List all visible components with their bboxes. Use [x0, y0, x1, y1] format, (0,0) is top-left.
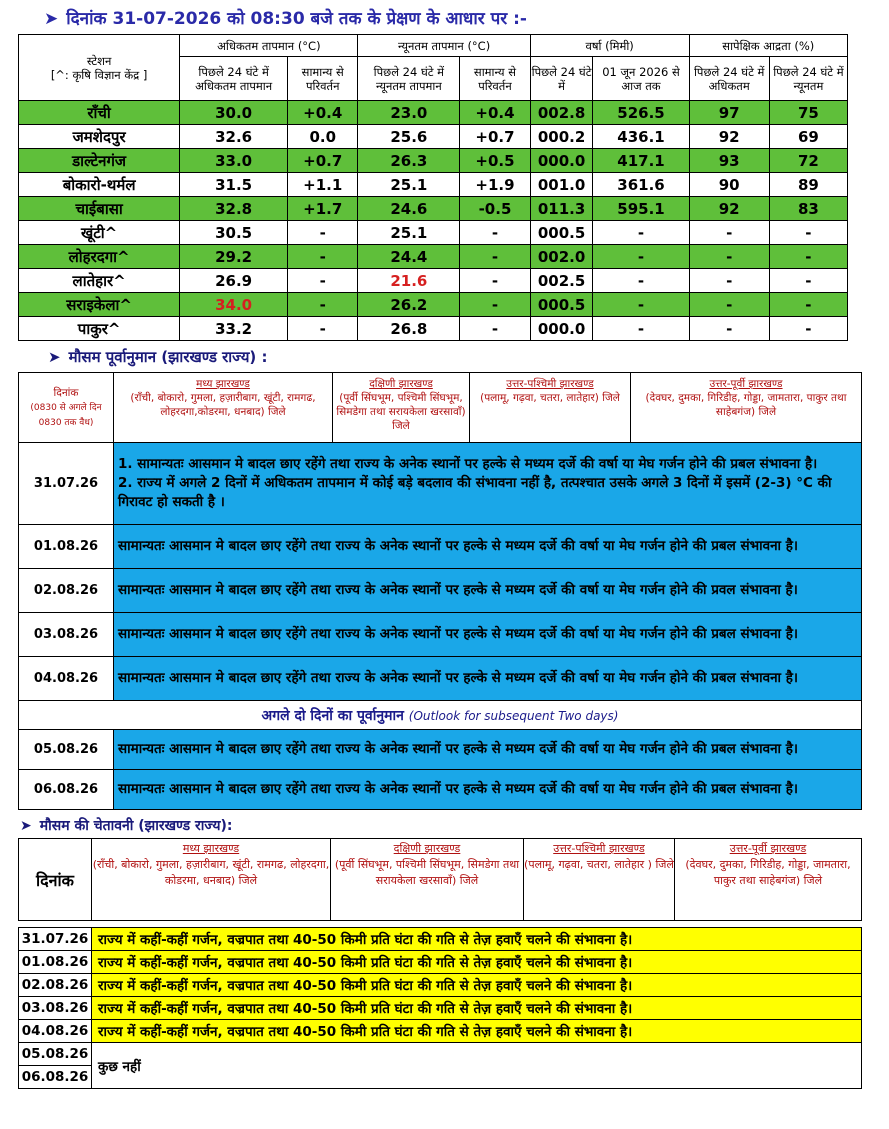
south-region-header: दक्षिणी झारखण्ड (पूर्वी सिंघभूम, पश्चिमी सिंघभूम, सिमडेगा तथा सरायकेला खरसावाँ) जिले — [331, 839, 524, 921]
sub-header: पिछले 24 घंटे में न्यूनतम — [769, 57, 847, 101]
data-cell: - — [460, 269, 530, 293]
data-cell: 75 — [769, 101, 847, 125]
sub-header: पिछले 24 घंटे में अधिकतम — [689, 57, 769, 101]
data-cell: +0.7 — [460, 125, 530, 149]
warning-date: 06.08.26 — [19, 1066, 92, 1089]
data-cell: 30.0 — [180, 101, 288, 125]
data-cell: 23.0 — [358, 101, 460, 125]
forecast-row — [19, 569, 862, 613]
data-cell: 361.6 — [593, 173, 689, 197]
sub-header: 01 जून 2026 से आज तक — [593, 57, 689, 101]
forecast-title: ➤ मौसम पूर्वानुमान (झारखण्ड राज्य) : — [48, 348, 268, 366]
sub-header: पिछले 24 घंटे में न्यूनतम तापमान — [358, 57, 460, 101]
table-row — [19, 101, 848, 125]
forecast-text: सामान्यतः आसमान मे बादल छाए रहेंगे तथा राज्य के अनेक स्थानों पर हल्के से मध्यम दर्जे की वर्षा या मेघ गर्जन होने की प्रबल संभावना है। — [114, 525, 862, 569]
station-cell: जमशेदपुर — [19, 125, 180, 149]
forecast-row — [19, 770, 862, 810]
outlook-row — [19, 701, 862, 730]
forecast-date: 04.08.26 — [19, 657, 114, 701]
data-cell: 93 — [689, 149, 769, 173]
table-row — [19, 317, 848, 341]
station-cell: राँची — [19, 101, 180, 125]
table-row — [19, 197, 848, 221]
northwest-region-header: उत्तर-पश्चिमी झारखण्ड (पलामू, गढ़वा, चतरा, लातेहार ) जिले — [524, 839, 675, 921]
forecast-line: 1. सामान्यतः आसमान मे बादल छाए रहेंगे तथा राज्य के अनेक स्थानों पर हल्के से मध्यम दर्जे की वर्षा या मेघ गर्जन होने की प्रबल संभावना है। — [118, 456, 818, 472]
data-cell: 32.6 — [180, 125, 288, 149]
data-cell: - — [769, 293, 847, 317]
data-cell: - — [689, 245, 769, 269]
max-temp-header: अधिकतम तापमान (°C) — [180, 35, 358, 57]
data-cell: 24.4 — [358, 245, 460, 269]
data-cell: 89 — [769, 173, 847, 197]
forecast-text: सामान्यतः आसमान मे बादल छाए रहेंगे तथा राज्य के अनेक स्थानों पर हल्के से मध्यम दर्जे की वर्षा या मेघ गर्जन होने की प्रबल संभावना है। — [114, 770, 862, 810]
data-cell: -0.5 — [460, 197, 530, 221]
data-cell: +1.9 — [460, 173, 530, 197]
data-cell: - — [593, 317, 689, 341]
data-cell: 31.5 — [180, 173, 288, 197]
forecast-text — [114, 443, 862, 525]
data-cell: 97 — [689, 101, 769, 125]
data-cell: +0.4 — [288, 101, 358, 125]
data-cell: 90 — [689, 173, 769, 197]
data-cell: 25.1 — [358, 173, 460, 197]
data-cell: 001.0 — [530, 173, 593, 197]
warning-title: ➤ मौसम की चेतावनी (झारखण्ड राज्य): — [20, 818, 233, 834]
forecast-row — [19, 525, 862, 569]
south-region-header: दक्षिणी झारखण्ड (पूर्वी सिंघभूम, पश्चिमी सिंघभूम, सिमडेगा तथा सरायकेला खरसावाँ) जिले — [333, 373, 470, 443]
forecast-text: सामान्यतः आसमान मे बादल छाए रहेंगे तथा राज्य के अनेक स्थानों पर हल्के से मध्यम दर्जे की वर्षा या मेघ गर्जन होने की प्रबल संभावना है। — [114, 613, 862, 657]
station-cell: खूंटी^ — [19, 221, 180, 245]
station-cell: डाल्टेनगंज — [19, 149, 180, 173]
data-cell: - — [769, 221, 847, 245]
warning-date: 03.08.26 — [19, 997, 92, 1020]
forecast-text: सामान्यतः आसमान मे बादल छाए रहेंगे तथा राज्य के अनेक स्थानों पर हल्के से मध्यम दर्जे की वर्षा या मेघ गर्जन होने की प्रवल संभावना है। — [114, 569, 862, 613]
data-cell: 011.3 — [530, 197, 593, 221]
data-cell: - — [689, 293, 769, 317]
table-row — [19, 269, 848, 293]
data-cell: 0.0 — [288, 125, 358, 149]
table-row — [19, 125, 848, 149]
data-cell: 000.2 — [530, 125, 593, 149]
rain-header: वर्षा (मिमी) — [530, 35, 689, 57]
warning-date-header: दिनांक — [19, 839, 92, 921]
observation-table — [18, 34, 848, 341]
data-cell: 002.8 — [530, 101, 593, 125]
data-cell: +0.4 — [460, 101, 530, 125]
data-cell: 72 — [769, 149, 847, 173]
data-cell: 000.0 — [530, 317, 593, 341]
spacer — [19, 921, 862, 928]
min-temp-header: न्यूनतम तापमान (°C) — [358, 35, 530, 57]
data-cell: +1.1 — [288, 173, 358, 197]
warning-text: राज्य में कहीं-कहीं गर्जन, वज्रपात तथा 40-50 किमी प्रति घंटा की गति से तेज़ हवाएँ चलने की संभावना है। — [92, 997, 862, 1020]
station-cell: लातेहार^ — [19, 269, 180, 293]
forecast-date-header: दिनांक (0830 से अगले दिन 0830 तक वैध) — [19, 373, 114, 443]
data-cell: - — [769, 317, 847, 341]
data-cell: 000.0 — [530, 149, 593, 173]
data-cell: 24.6 — [358, 197, 460, 221]
data-cell: - — [288, 245, 358, 269]
forecast-date: 31.07.26 — [19, 443, 114, 525]
data-cell: - — [593, 269, 689, 293]
arrow-bullet-icon: ➤ — [44, 9, 59, 29]
data-cell: - — [288, 317, 358, 341]
station-cell: लोहरदगा^ — [19, 245, 180, 269]
forecast-row — [19, 730, 862, 770]
data-cell: - — [288, 269, 358, 293]
warning-text: राज्य में कहीं-कहीं गर्जन, वज्रपात तथा 40-50 किमी प्रति घंटा की गति से तेज़ हवाएँ चलने की संभावना है। — [92, 1020, 862, 1043]
data-cell: 526.5 — [593, 101, 689, 125]
data-cell: - — [460, 245, 530, 269]
data-cell: - — [689, 269, 769, 293]
data-cell: 000.5 — [530, 293, 593, 317]
data-cell: 436.1 — [593, 125, 689, 149]
forecast-text: सामान्यतः आसमान मे बादल छाए रहेंगे तथा राज्य के अनेक स्थानों पर हल्के से मध्यम दर्जे की वर्षा या मेघ गर्जन होने की प्रबल संभावना है। — [114, 657, 862, 701]
warning-row — [19, 1043, 862, 1066]
forecast-line: 2. राज्य में अगले 2 दिनों में अधिकतम तापमान में कोई बड़े बदलाव की संभावना नहीं है, तत्पश्चात उसके अगले 3 दिनों में इसमें (2-3) °C की गिरावट हो सकती है । — [118, 475, 832, 510]
warning-row — [19, 974, 862, 997]
forecast-text: सामान्यतः आसमान मे बादल छाए रहेंगे तथा राज्य के अनेक स्थानों पर हल्के से मध्यम दर्जे की वर्षा या मेघ गर्जन होने की प्रबल संभावना है। — [114, 730, 862, 770]
data-cell: - — [460, 317, 530, 341]
data-cell: 83 — [769, 197, 847, 221]
data-cell: 33.2 — [180, 317, 288, 341]
northeast-region-header: उत्तर-पूर्वी झारखण्ड (देवघर, दुमका, गिरिडीह, गोड्डा, जामतारा, पाकुर तथा साहेबगंज) जिले — [631, 373, 862, 443]
warning-row — [19, 951, 862, 974]
station-cell: चाईबासा — [19, 197, 180, 221]
data-cell: - — [689, 317, 769, 341]
data-cell: - — [460, 293, 530, 317]
data-cell: 92 — [689, 125, 769, 149]
forecast-row — [19, 657, 862, 701]
data-cell: 002.5 — [530, 269, 593, 293]
table-row — [19, 173, 848, 197]
data-cell: - — [593, 293, 689, 317]
central-region-header: मध्य झारखण्ड (राँची, बोकारो, गुमला, हज़ारीबाग, खूंटी, रामगढ, लोहरदगा, कोडरमा, धनबाद) जिले — [92, 839, 331, 921]
warning-text: राज्य में कहीं-कहीं गर्जन, वज्रपात तथा 40-50 किमी प्रति घंटा की गति से तेज़ हवाएँ चलने की संभावना है। — [92, 974, 862, 997]
warning-date: 04.08.26 — [19, 1020, 92, 1043]
forecast-date: 05.08.26 — [19, 730, 114, 770]
data-cell: 000.5 — [530, 221, 593, 245]
data-cell: 32.8 — [180, 197, 288, 221]
data-cell: - — [593, 245, 689, 269]
warning-text: राज्य में कहीं-कहीं गर्जन, वज्रपात तथा 40-50 किमी प्रति घंटा की गति से तेज़ हवाएँ चलने की संभावना है। — [92, 951, 862, 974]
data-cell: 002.0 — [530, 245, 593, 269]
data-cell: 30.5 — [180, 221, 288, 245]
northeast-region-header: उत्तर-पूर्वी झारखण्ड (देवघर, दुमका, गिरिडीह, गोड्डा, जामतारा, पाकुर तथा साहेबगंज) जिले — [675, 839, 862, 921]
data-cell: - — [689, 221, 769, 245]
warning-text: राज्य में कहीं-कहीं गर्जन, वज्रपात तथा 40-50 किमी प्रति घंटा की गति से तेज़ हवाएँ चलने की संभावना है। — [92, 928, 862, 951]
data-cell: 33.0 — [180, 149, 288, 173]
warning-row — [19, 928, 862, 951]
data-cell: 26.2 — [358, 293, 460, 317]
station-cell: सराइकेला^ — [19, 293, 180, 317]
data-cell: +0.5 — [460, 149, 530, 173]
arrow-bullet-icon: ➤ — [48, 348, 61, 366]
warning-date: 05.08.26 — [19, 1043, 92, 1066]
central-region-header: मध्य झारखण्ड (राँची, बोकारो, गुमला, हज़ारीबाग, खूंटी, रामगढ, लोहरदगा,कोडरमा, धनबाद) जिले — [114, 373, 333, 443]
arrow-bullet-icon: ➤ — [20, 818, 32, 834]
data-cell: - — [769, 245, 847, 269]
sub-header: सामान्य से परिवर्तन — [288, 57, 358, 101]
station-cell: बोकारो-थर्मल — [19, 173, 180, 197]
data-cell: - — [288, 293, 358, 317]
warning-row — [19, 1020, 862, 1043]
data-cell: 25.6 — [358, 125, 460, 149]
data-cell: 29.2 — [180, 245, 288, 269]
humidity-header: सापेक्षिक आद्रता (%) — [689, 35, 847, 57]
data-cell: +0.7 — [288, 149, 358, 173]
northwest-region-header: उत्तर-पश्चिमी झारखण्ड (पलामू, गढ़वा, चतरा, लातेहार) जिले — [470, 373, 631, 443]
table-row — [19, 149, 848, 173]
sub-header: पिछले 24 घंटे में अधिकतम तापमान — [180, 57, 288, 101]
table-row — [19, 221, 848, 245]
warning-date: 02.08.26 — [19, 974, 92, 997]
data-cell: 21.6 — [358, 269, 460, 293]
station-cell: पाकुर^ — [19, 317, 180, 341]
warning-row — [19, 997, 862, 1020]
data-cell: - — [288, 221, 358, 245]
sub-header: पिछले 24 घंटे में — [530, 57, 593, 101]
data-cell: - — [460, 221, 530, 245]
outlook-heading: अगले दो दिनों का पूर्वानुमान (Outlook for subsequent Two days) — [19, 701, 862, 730]
data-cell: 26.9 — [180, 269, 288, 293]
data-cell: 25.1 — [358, 221, 460, 245]
warning-date: 31.07.26 — [19, 928, 92, 951]
data-cell: 417.1 — [593, 149, 689, 173]
data-cell: 26.3 — [358, 149, 460, 173]
forecast-date: 06.08.26 — [19, 770, 114, 810]
forecast-date: 01.08.26 — [19, 525, 114, 569]
data-cell: - — [593, 221, 689, 245]
data-cell: 92 — [689, 197, 769, 221]
station-header: स्टेशन [^: कृषि विज्ञान केंद्र ] — [19, 35, 180, 101]
data-cell: 34.0 — [180, 293, 288, 317]
table-row — [19, 245, 848, 269]
observation-title: ➤ दिनांक 31-07-2026 को 08:30 बजे तक के प्रेक्षण के आधार पर :- — [44, 9, 527, 29]
warning-table — [18, 838, 862, 1089]
table-row — [19, 293, 848, 317]
sub-header: सामान्य से परिवर्तन — [460, 57, 530, 101]
data-cell: 595.1 — [593, 197, 689, 221]
data-cell: +1.7 — [288, 197, 358, 221]
warning-text: कुछ नहीं — [92, 1043, 862, 1089]
forecast-date: 03.08.26 — [19, 613, 114, 657]
data-cell: 69 — [769, 125, 847, 149]
forecast-row — [19, 613, 862, 657]
forecast-row — [19, 443, 862, 525]
forecast-date: 02.08.26 — [19, 569, 114, 613]
warning-date: 01.08.26 — [19, 951, 92, 974]
data-cell: 26.8 — [358, 317, 460, 341]
data-cell: - — [769, 269, 847, 293]
forecast-table — [18, 372, 862, 810]
